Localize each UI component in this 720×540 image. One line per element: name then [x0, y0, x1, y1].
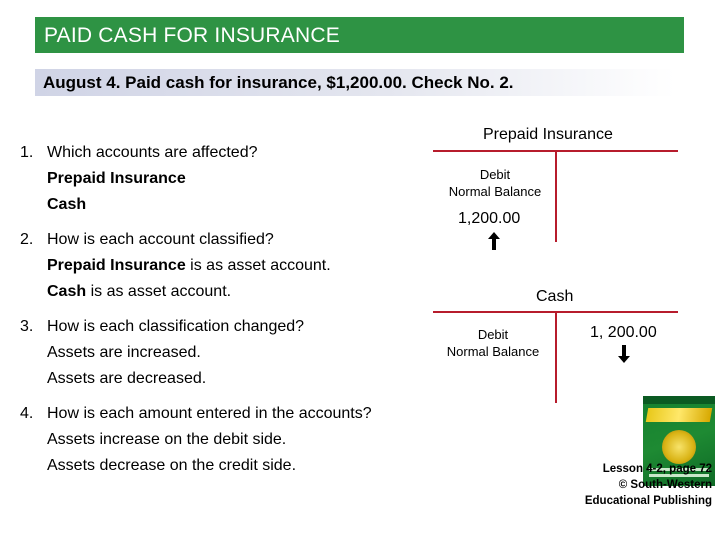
arrow-down-icon — [617, 344, 631, 364]
account-name: Cash — [47, 283, 87, 300]
arrow-up-icon — [487, 231, 501, 251]
transaction-bar — [35, 69, 675, 96]
t-account-title: Cash — [536, 288, 574, 305]
question-number: 4. — [20, 405, 34, 422]
normal-balance-label — [436, 166, 554, 200]
slide-title: PAID CASH FOR INSURANCE — [44, 24, 340, 47]
t-account-divider — [555, 311, 557, 403]
balance-label-line: Debit — [479, 167, 511, 182]
title-bar — [35, 17, 684, 53]
question-text: How is each amount entered in the accounts? — [47, 405, 372, 422]
credit-copyright: © South-Western — [618, 479, 712, 491]
normal-balance-label — [434, 326, 552, 360]
question-text: Which accounts are affected? — [47, 144, 258, 161]
answer-line: Assets decrease on the credit side. — [47, 457, 297, 474]
balance-label-line: Normal Balance — [448, 184, 542, 199]
answer-line: Prepaid Insurance — [47, 170, 186, 187]
answer-rest: is as asset account. — [86, 283, 232, 300]
answer-line: Cash — [47, 196, 87, 213]
answer-line: Assets increase on the debit side. — [47, 431, 287, 448]
answer-rest: is as asset account. — [185, 257, 331, 274]
question-number: 2. — [20, 231, 34, 248]
credit-lesson: Lesson 4-2, page 72 — [602, 463, 712, 475]
publisher-credit — [585, 461, 712, 509]
question-text: How is each classification changed? — [47, 318, 305, 335]
transaction-text: August 4. Paid cash for insurance, $1,200.00. Check No. 2. — [43, 73, 514, 92]
account-name: Prepaid Insurance — [47, 257, 186, 274]
question-number: 1. — [20, 144, 34, 161]
answer-line — [47, 253, 331, 279]
question-text: How is each account classified? — [47, 231, 274, 248]
t-account-title: Prepaid Insurance — [483, 126, 613, 143]
answer-line — [47, 279, 231, 305]
credit-amount: 1, 200.00 — [590, 324, 657, 341]
question-number: 3. — [20, 318, 34, 335]
t-account-divider — [555, 150, 557, 242]
debit-amount: 1,200.00 — [458, 210, 521, 227]
balance-label-line: Normal Balance — [446, 344, 540, 359]
balance-label-line: Debit — [477, 327, 509, 342]
credit-publisher: Educational Publishing — [584, 495, 712, 507]
answer-line: Assets are decreased. — [47, 370, 207, 387]
answer-line: Assets are increased. — [47, 344, 201, 361]
